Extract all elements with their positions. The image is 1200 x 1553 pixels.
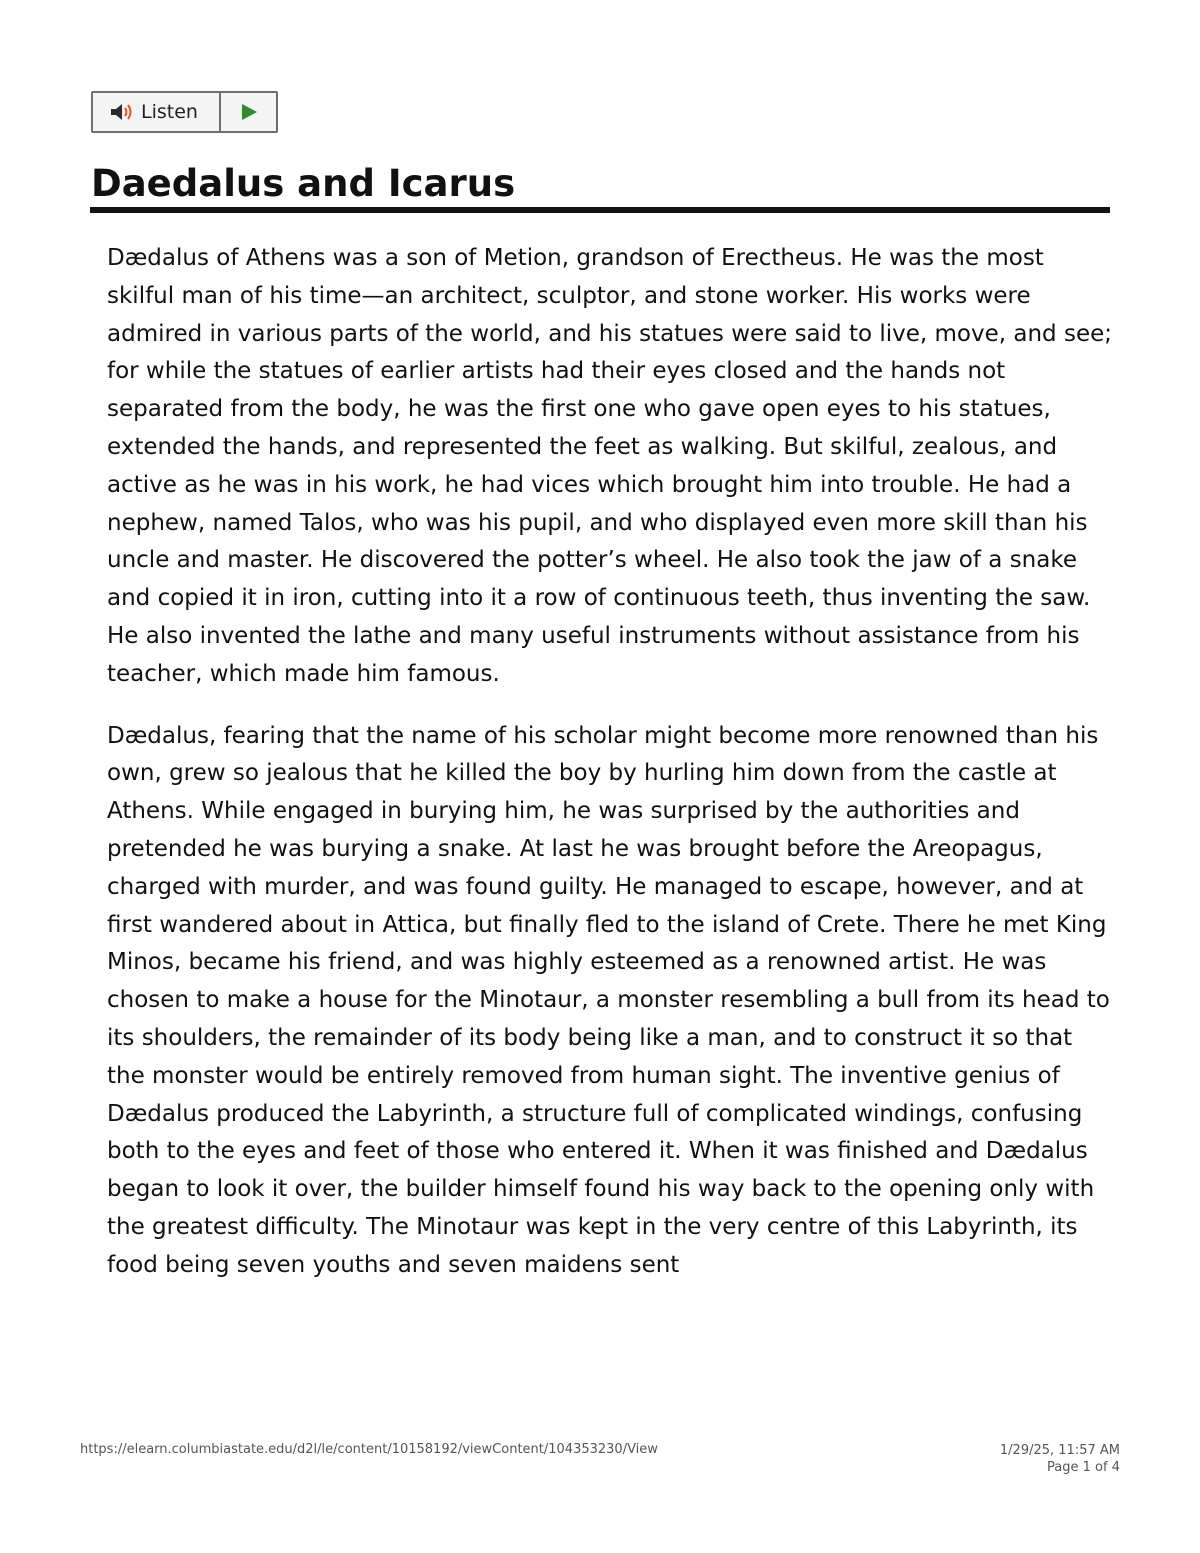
listen-button[interactable] [93,93,221,131]
listen-label: Listen [141,101,198,123]
page-title: Daedalus and Icarus [91,162,516,205]
speaker-icon [109,101,137,123]
footer-url: https://elearn.columbiastate.edu/d2l/le/content/10158192/viewContent/104353230/View [80,1442,658,1457]
paragraph: Dædalus of Athens was a son of Metion, grandson of Erectheus. He was the most skilful man of his time—an architect, sculptor, and stone worker. His works were admired in various parts of the world, and his statues were said to live, move, and see; for while the statues of earlier artists had their eyes closed and the hands not separated from the body, he was the first one who gave open eyes to his statues, extended the hands, and represented the feet as walking. But skilful, zealous, and active as he was in his work, he had vices which brought him into trouble. He had a nephew, named Talos, who was his pupil, and who displayed even more skill than his uncle and master. He discovered the potter’s wheel. He also took the jaw of a snake and copied it in iron, cutting into it a row of continuous teeth, thus inventing the saw. He also invented the lathe and many useful instruments without assistance from his teacher, which made him famous. [107,245,1112,687]
paragraph: Dædalus, fearing that the name of his scholar might become more renowned than his own, grew so jealous that he killed the boy by hurling him down from the castle at Athens. While engaged in burying him, he was surprised by the authorities and pretended he was burying a snake. At last he was brought before the Areopagus, charged with murder, and was found guilty. He managed to escape, however, and at first wandered about in Attica, but finally fled to the island of Crete. There he met King Minos, became his friend, and was highly esteemed as a renowned artist. He was chosen to make a house for the Minotaur, a monster resembling a bull from its head to its shoulders, the remainder of its body being like a man, and to construct it so that the monster would be entirely removed from human sight. The inventive genius of Dædalus produced the Labyrinth, a structure full of complicated windings, confusing both to the eyes and feet of those who entered it. When it was finished and Dædalus began to look it over, the builder himself found his way back to the opening only with the greatest difficulty. The Minotaur was kept in the very centre of this Labyrinth, its food being seven youths and seven maidens sent [107,722,1110,1278]
play-icon [239,102,259,122]
listen-widget [91,91,278,133]
title-divider [90,207,1110,213]
article-body [107,240,1117,1285]
footer-info [1000,1442,1120,1476]
footer-datetime: 1/29/25, 11:57 AM [999,1443,1120,1458]
play-button[interactable] [221,93,276,131]
footer-page-number: Page 1 of 4 [1047,1460,1120,1475]
